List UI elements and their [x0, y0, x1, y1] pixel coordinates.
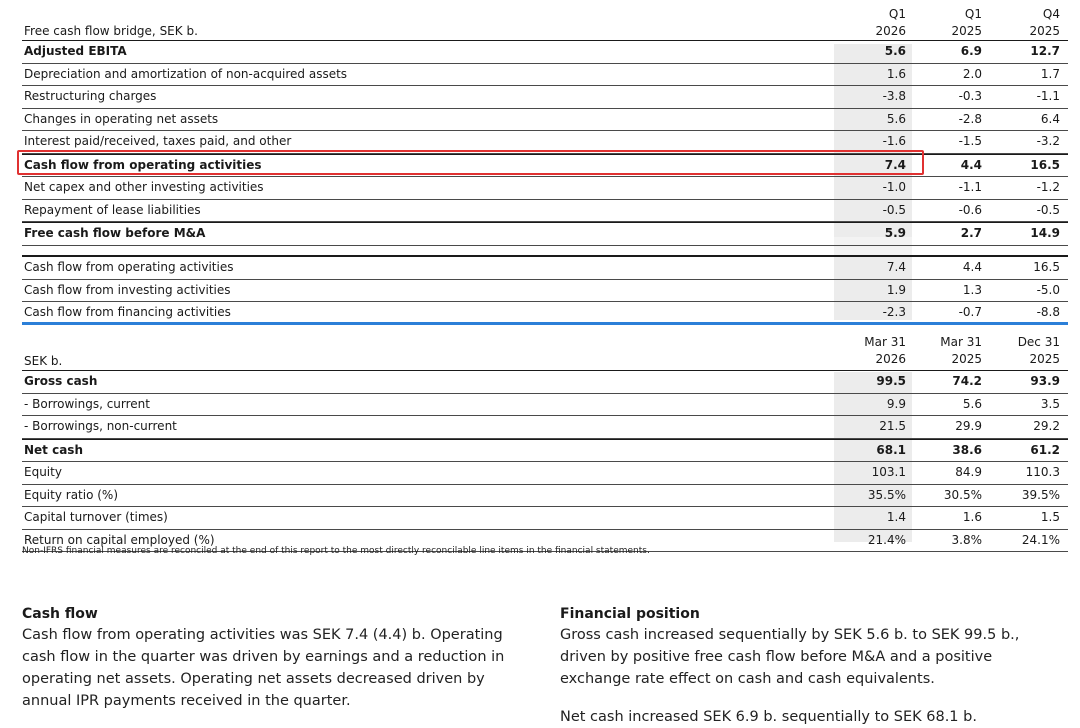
row-value: 2.0	[962, 66, 982, 81]
row-value: 74.2	[952, 374, 982, 388]
row-label: Cash flow from operating activities	[24, 157, 262, 172]
row-value: 84.9	[955, 465, 982, 479]
row-value: -3.2	[1036, 134, 1060, 148]
table-row	[22, 41, 1068, 64]
row-value: -8.8	[1036, 305, 1060, 319]
table-title: Free cash flow bridge, SEK b.	[24, 24, 198, 38]
table-row	[22, 200, 1068, 223]
row-value: 4.4	[962, 260, 982, 274]
row-value: 1.4	[886, 510, 906, 524]
table-row	[22, 154, 1068, 178]
row-value: 61.2	[1030, 442, 1060, 457]
row-label: Restructuring charges	[24, 89, 157, 103]
row-value: 21.4%	[867, 532, 906, 547]
row-value: 39.5%	[1021, 487, 1060, 502]
cash-flows-table	[22, 255, 1068, 325]
row-value: 38.6	[952, 442, 982, 457]
period-header: Q4 2025	[1029, 7, 1060, 38]
row-label: Return on capital employed (%)	[24, 532, 215, 547]
table-row	[22, 64, 1068, 87]
row-value: 3.5	[1040, 396, 1060, 411]
table-row	[22, 416, 1068, 439]
period-header: Q1 2026	[875, 7, 906, 38]
row-value: 16.5	[1030, 157, 1060, 172]
row-value: 7.4	[886, 260, 906, 274]
row-value: -1.2	[1036, 180, 1060, 194]
row-value: 5.6	[884, 44, 906, 58]
table-row	[22, 86, 1068, 109]
table-row	[22, 462, 1068, 485]
period-header: Dec 31 2025	[1017, 335, 1060, 366]
period-header: Mar 31 2026	[864, 335, 906, 366]
row-value: 2.7	[960, 226, 982, 240]
row-value: 110.3	[1025, 465, 1060, 479]
row-value: -0.5	[882, 202, 906, 217]
table-row	[22, 507, 1068, 530]
row-label: Interest paid/received, taxes paid, and other	[24, 134, 292, 148]
row-value: -0.3	[958, 89, 982, 103]
row-label: Repayment of lease liabilities	[24, 202, 201, 217]
row-label: Cash flow from investing activities	[24, 282, 231, 297]
row-value: 99.5	[876, 374, 906, 388]
row-value: 1.5	[1040, 510, 1060, 524]
row-value: -1.1	[1036, 89, 1060, 103]
row-value: -1.5	[958, 134, 982, 148]
row-value: 1.3	[962, 282, 982, 297]
row-value: 30.5%	[943, 487, 982, 502]
row-value: 1.7	[1040, 66, 1060, 81]
row-value: 5.9	[884, 226, 906, 240]
row-value: 7.4	[884, 157, 906, 172]
footnote: Non-IFRS financial measures are reconciled at the end of this report to the most directly reconcilable line items in the financial statements.	[22, 546, 650, 556]
row-value: 29.2	[1033, 419, 1060, 433]
row-value: -0.5	[1036, 202, 1060, 217]
row-label: Net cash	[24, 442, 83, 457]
row-value: -1.6	[882, 134, 906, 148]
row-value: 4.4	[960, 157, 982, 172]
row-value: 68.1	[876, 442, 906, 457]
section-body: Gross cash increased sequentially by SEK 5.6 b. to SEK 99.5 b., driven by positive free cash flow before M&A and a positive exchange rate effect on cash and cash equivalents.	[560, 627, 1020, 687]
section-divider	[22, 322, 1068, 325]
row-value: 29.9	[955, 419, 982, 433]
row-value: 24.1%	[1021, 532, 1060, 547]
table-row	[22, 371, 1068, 394]
row-value: -2.3	[882, 305, 906, 319]
row-value: -0.7	[958, 305, 982, 319]
row-label: Equity	[24, 465, 62, 479]
row-value: -1.0	[882, 180, 906, 194]
section-body: Cash flow from operating activities was SEK 7.4 (4.4) b. Operating cash flow in the quarter was driven by earnings and a reduction in operating net assets. Operating net assets decreased driven by annual IPR payments received in the quarter.	[22, 627, 505, 709]
row-value: -5.0	[1036, 282, 1060, 297]
row-label: - Borrowings, current	[24, 396, 150, 411]
row-value: 5.6	[886, 111, 906, 126]
row-value: 6.4	[1040, 111, 1060, 126]
row-value: -0.6	[958, 202, 982, 217]
row-label: - Borrowings, non-current	[24, 419, 177, 433]
table-title: SEK b.	[24, 354, 63, 368]
row-value: 1.9	[886, 282, 906, 297]
financial-position-section	[560, 604, 1060, 728]
row-label: Adjusted EBITA	[24, 44, 127, 58]
row-value: 103.1	[871, 465, 906, 479]
row-label: Equity ratio (%)	[24, 487, 119, 502]
period-header: Mar 31 2025	[940, 335, 982, 366]
row-label: Cash flow from operating activities	[24, 260, 234, 274]
section-body-2: Net cash increased SEK 6.9 b. sequentially to SEK 68.1 b.	[560, 709, 977, 725]
table-row	[22, 485, 1068, 508]
table-header	[22, 332, 1068, 371]
table-row	[22, 394, 1068, 417]
row-value: -1.1	[958, 180, 982, 194]
row-label: Free cash flow before M&A	[24, 226, 206, 240]
financial-position-table	[22, 332, 1068, 552]
row-value: 5.6	[962, 396, 982, 411]
table-row	[22, 109, 1068, 132]
row-value: 35.5%	[867, 487, 906, 502]
row-value: -3.8	[882, 89, 906, 103]
row-label: Depreciation and amortization of non-acquired assets	[24, 66, 348, 81]
cash-flow-section	[22, 604, 522, 712]
row-label: Changes in operating net assets	[24, 111, 219, 126]
table-row	[22, 177, 1068, 200]
row-label: Cash flow from financing activities	[24, 305, 231, 319]
table-row	[22, 131, 1068, 154]
table-row	[22, 280, 1068, 303]
row-value: 93.9	[1030, 374, 1060, 388]
row-value: -2.8	[958, 111, 982, 126]
row-value: 9.9	[886, 396, 906, 411]
section-heading: Financial position	[560, 606, 700, 622]
row-value: 12.7	[1030, 44, 1060, 58]
row-label: Net capex and other investing activities	[24, 180, 264, 194]
row-value: 1.6	[886, 66, 906, 81]
row-label: Capital turnover (times)	[24, 510, 168, 524]
table-header	[22, 6, 1068, 41]
table-row	[22, 257, 1068, 280]
free-cash-flow-bridge-table	[22, 6, 1068, 246]
row-value: 3.8%	[951, 532, 982, 547]
row-value: 21.5	[879, 419, 906, 433]
table-row	[22, 222, 1068, 246]
row-value: 16.5	[1033, 260, 1060, 274]
row-value: 14.9	[1030, 226, 1060, 240]
table-row	[22, 439, 1068, 463]
row-label: Gross cash	[24, 374, 98, 388]
period-header: Q1 2025	[951, 7, 982, 38]
section-heading: Cash flow	[22, 606, 98, 622]
row-value: 6.9	[960, 44, 982, 58]
row-value: 1.6	[962, 510, 982, 524]
